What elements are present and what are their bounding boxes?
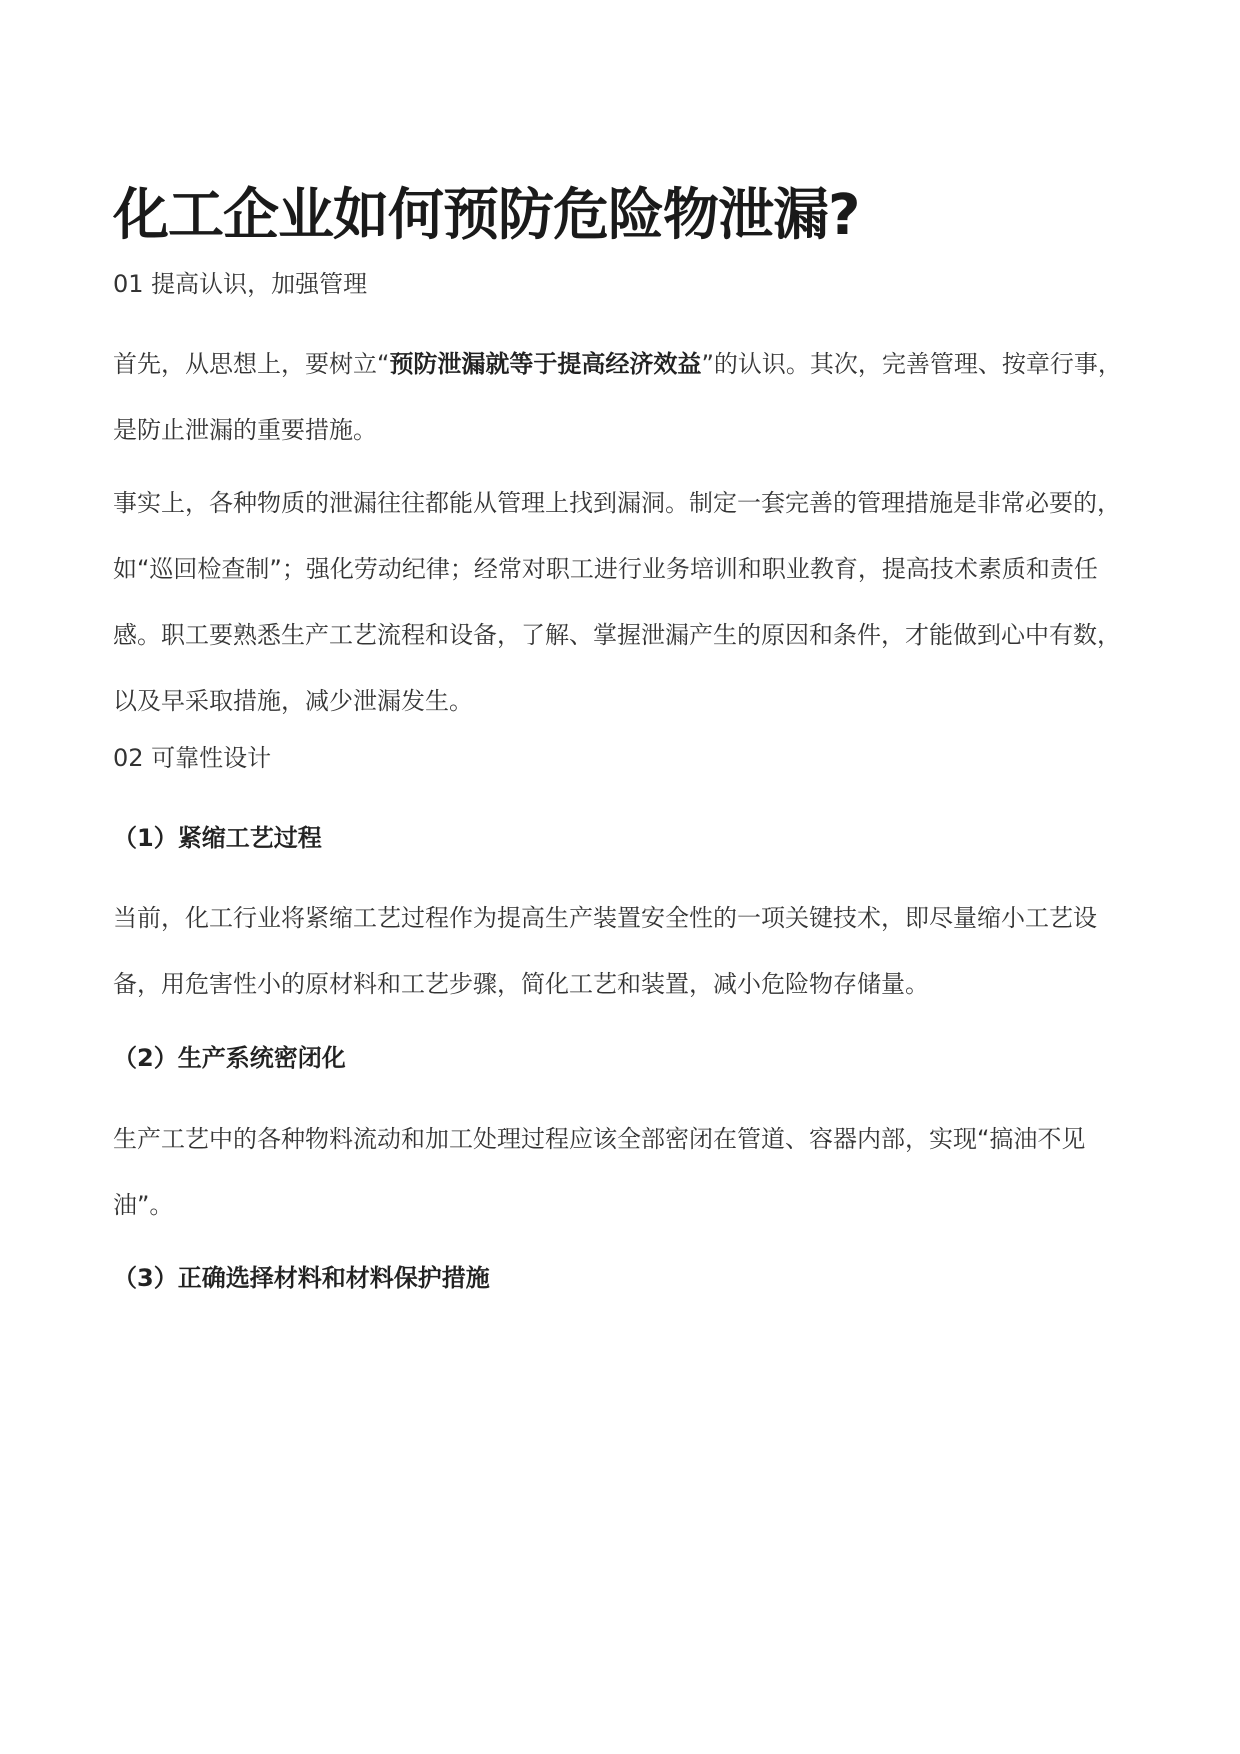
paragraph-awareness-start: 首先，从思想上，要树立“ bbox=[113, 350, 390, 378]
section-label-01: 01 提高认识，加强管理 bbox=[113, 270, 368, 298]
paragraph-compact-process: 当前，化工行业将紧缩工艺过程作为提高生产装置安全性的一项关键技术，即尽量缩小工艺设备，用危害性小的原材料和工艺步骤，简化工艺和装置，减小危险物存储量。 bbox=[113, 904, 1097, 998]
document-title: 化工企业如何预防危险物泄漏? bbox=[113, 183, 860, 248]
subheading-material-selection: （3）正确选择材料和材料保护措施 bbox=[113, 1264, 490, 1292]
subheading-compact-process: （1）紧缩工艺过程 bbox=[113, 824, 322, 852]
paragraph-sealed-system: 生产工艺中的各种物料流动和加工处理过程应该全部密闭在管道、容器内部，实现“搞油不见油”。 bbox=[113, 1125, 1086, 1219]
emphasis-text: 预防泄漏就等于提高经济效益 bbox=[389, 350, 702, 378]
paragraph-management: 事实上，各种物质的泄漏往往都能从管理上找到漏洞。制定一套完善的管理措施是非常必要的，如“巡回检查制”；强化劳动纪律；经常对职工进行业务培训和职业教育，提高技术素质和责任感。职工要熟悉生产工艺流程和设备，了解、掌握泄漏产生的原因和条件，才能做到心中有数，以及早采取措施，减少泄漏发生。 bbox=[113, 489, 1121, 715]
paragraph-awareness bbox=[113, 331, 1125, 463]
subheading-sealed-system: （2）生产系统密闭化 bbox=[113, 1044, 346, 1072]
paragraph-awareness-end: ”的认识。其次，完善管理、按章行事，是防止泄漏的重要措施。 bbox=[113, 350, 1122, 444]
section-label-02: 02 可靠性设计 bbox=[113, 744, 272, 772]
